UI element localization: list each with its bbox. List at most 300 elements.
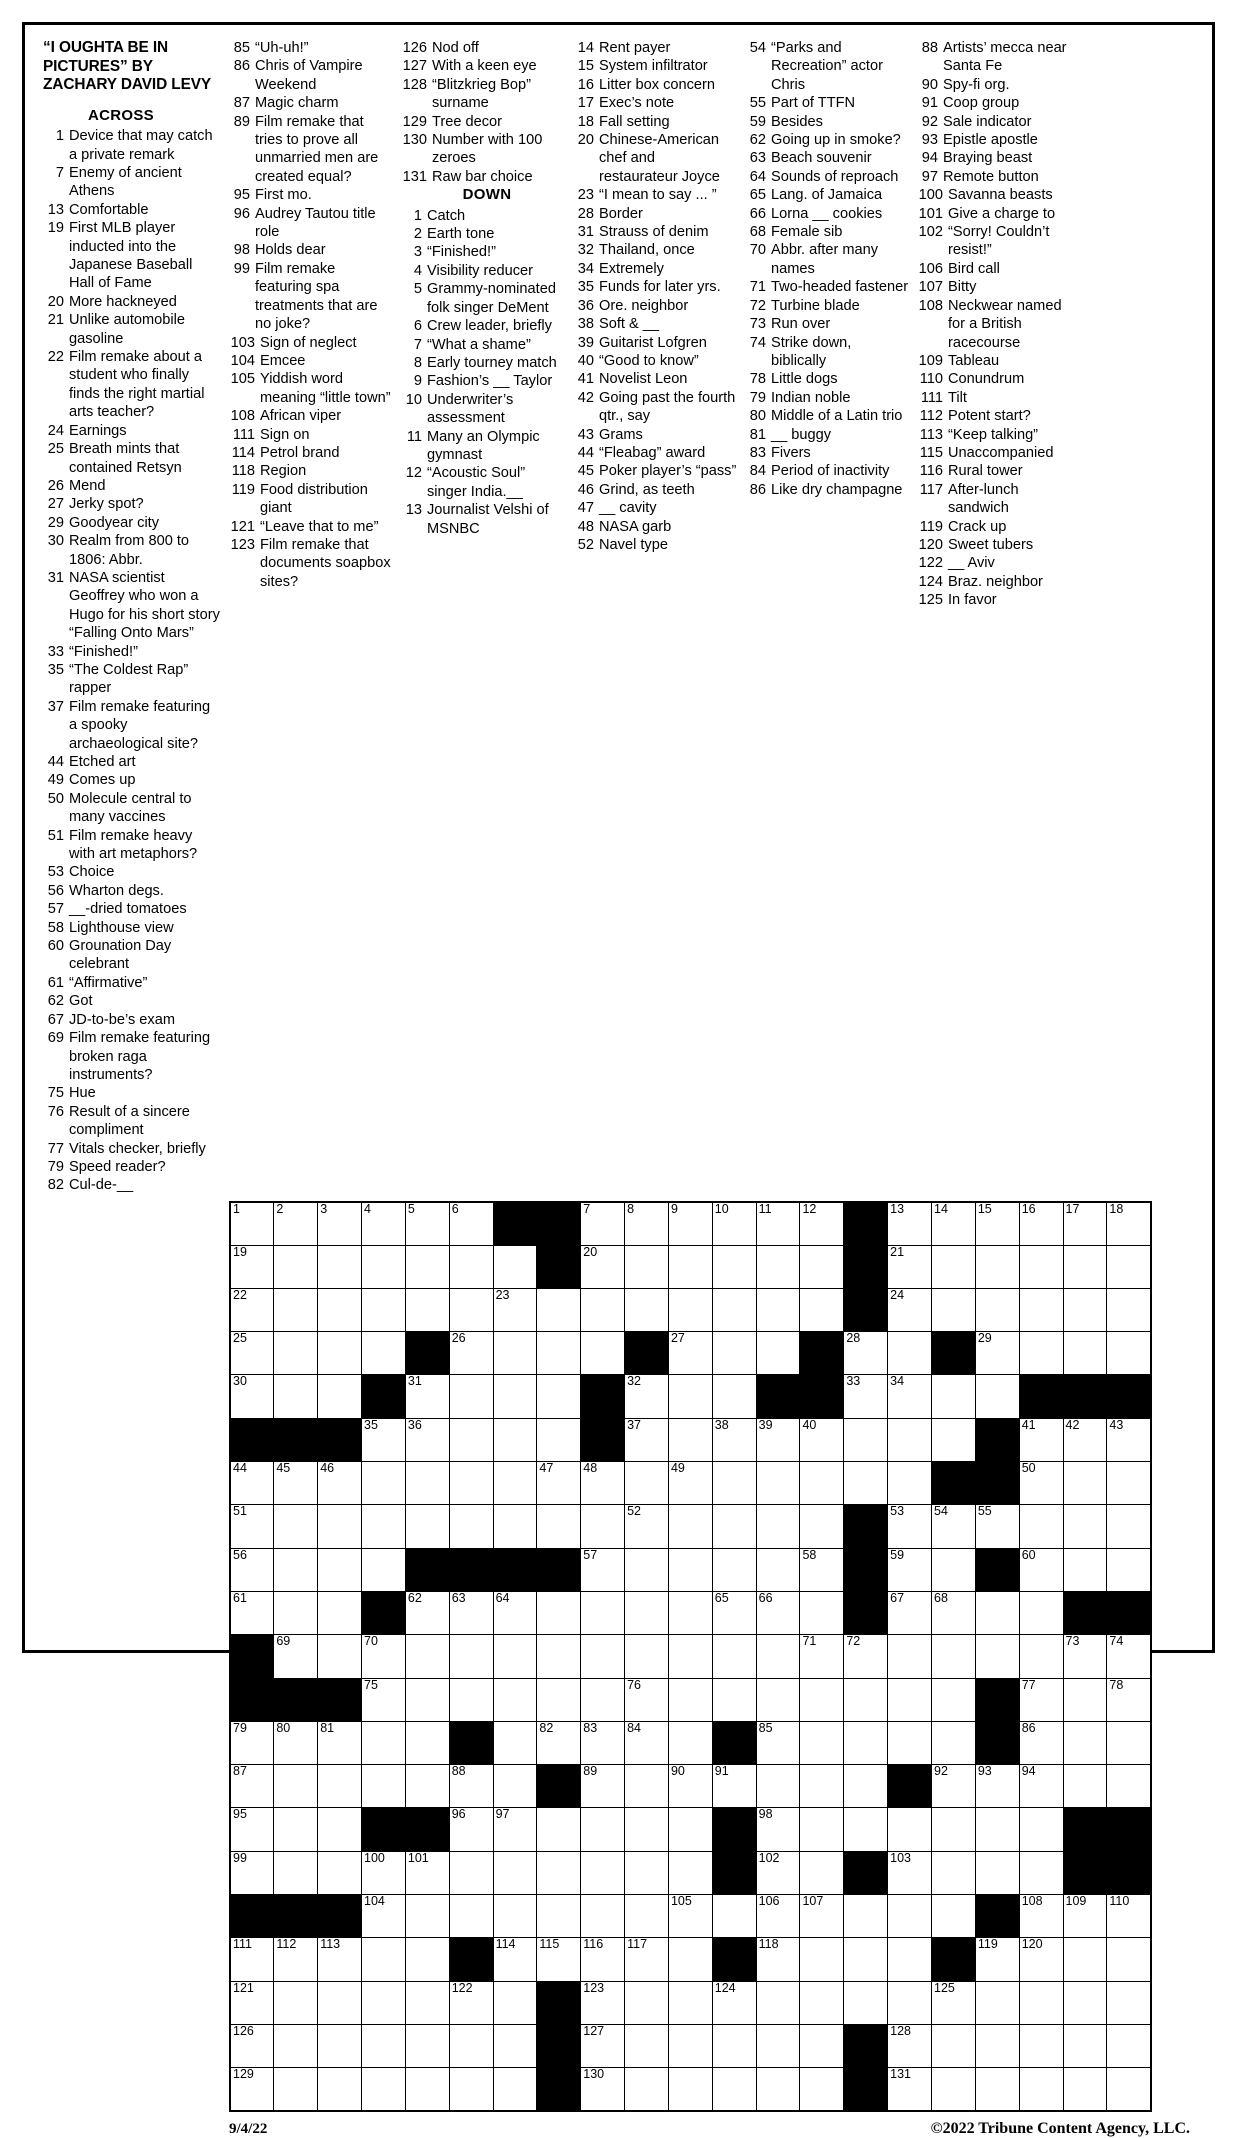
grid-cell[interactable] (668, 1635, 712, 1678)
grid-cell[interactable] (1107, 1635, 1151, 1678)
grid-cell[interactable] (1019, 1288, 1063, 1331)
grid-cell[interactable] (712, 1462, 756, 1505)
grid-cell[interactable] (318, 2068, 362, 2111)
grid-cell[interactable] (975, 2024, 1019, 2067)
grid-cell[interactable] (800, 1462, 844, 1505)
grid-cell[interactable] (625, 1938, 669, 1981)
grid-cell[interactable] (932, 1721, 976, 1764)
grid-cell[interactable] (537, 1591, 581, 1634)
grid-cell[interactable] (1107, 1505, 1151, 1548)
grid-cell[interactable] (318, 1808, 362, 1851)
grid-cell[interactable] (581, 2068, 625, 2111)
grid-cell[interactable] (888, 1678, 932, 1721)
grid-cell[interactable] (975, 1591, 1019, 1634)
grid-cell[interactable] (581, 1895, 625, 1938)
grid-cell[interactable] (362, 1202, 406, 1245)
grid-cell[interactable] (756, 2024, 800, 2067)
grid-cell[interactable] (756, 1895, 800, 1938)
grid-cell[interactable] (625, 1765, 669, 1808)
grid-cell[interactable] (274, 1635, 318, 1678)
grid-cell[interactable] (1019, 1765, 1063, 1808)
grid-cell[interactable] (932, 1245, 976, 1288)
grid-cell[interactable] (405, 1938, 449, 1981)
grid-cell[interactable] (1063, 1245, 1107, 1288)
grid-cell[interactable] (888, 1505, 932, 1548)
grid-cell[interactable] (405, 1765, 449, 1808)
grid-cell[interactable] (1107, 1462, 1151, 1505)
grid-cell[interactable] (800, 1418, 844, 1461)
grid-cell[interactable] (712, 1332, 756, 1375)
grid-cell[interactable] (975, 1808, 1019, 1851)
grid-cell[interactable] (888, 1245, 932, 1288)
grid-cell[interactable] (712, 1765, 756, 1808)
grid-cell[interactable] (800, 1851, 844, 1894)
grid-cell[interactable] (581, 1938, 625, 1981)
grid-cell[interactable] (1019, 1548, 1063, 1591)
grid-cell[interactable] (1063, 1202, 1107, 1245)
grid-cell[interactable] (1063, 1938, 1107, 1981)
grid-cell[interactable] (362, 2068, 406, 2111)
grid-cell[interactable] (362, 1938, 406, 1981)
grid-cell[interactable] (668, 1548, 712, 1591)
grid-cell[interactable] (274, 1245, 318, 1288)
grid-cell[interactable] (932, 1418, 976, 1461)
grid-cell[interactable] (318, 1202, 362, 1245)
grid-cell[interactable] (1063, 1721, 1107, 1764)
grid-cell[interactable] (888, 1721, 932, 1764)
grid-cell[interactable] (230, 1938, 274, 1981)
grid-cell[interactable] (405, 1591, 449, 1634)
grid-cell[interactable] (1019, 1721, 1063, 1764)
grid-cell[interactable] (800, 1288, 844, 1331)
grid-cell[interactable] (1019, 2068, 1063, 2111)
grid-cell[interactable] (844, 1981, 888, 2024)
grid-cell[interactable] (888, 1202, 932, 1245)
grid-cell[interactable] (493, 1418, 537, 1461)
grid-cell[interactable] (318, 1375, 362, 1418)
grid-cell[interactable] (712, 1375, 756, 1418)
grid-cell[interactable] (975, 1938, 1019, 1981)
grid-cell[interactable] (888, 1591, 932, 1634)
grid-cell[interactable] (493, 1721, 537, 1764)
grid-cell[interactable] (756, 1332, 800, 1375)
grid-cell[interactable] (449, 1895, 493, 1938)
grid-cell[interactable] (932, 1808, 976, 1851)
grid-cell[interactable] (888, 1288, 932, 1331)
grid-cell[interactable] (274, 1981, 318, 2024)
grid-cell[interactable] (1063, 1332, 1107, 1375)
grid-cell[interactable] (975, 1375, 1019, 1418)
grid-cell[interactable] (844, 1678, 888, 1721)
grid-cell[interactable] (756, 1245, 800, 1288)
grid-cell[interactable] (844, 1635, 888, 1678)
grid-cell[interactable] (668, 1202, 712, 1245)
grid-cell[interactable] (493, 1678, 537, 1721)
grid-cell[interactable] (1019, 1418, 1063, 1461)
grid-cell[interactable] (756, 1462, 800, 1505)
grid-cell[interactable] (405, 1505, 449, 1548)
grid-cell[interactable] (230, 1202, 274, 1245)
grid-cell[interactable] (318, 1288, 362, 1331)
grid-cell[interactable] (888, 1418, 932, 1461)
grid-cell[interactable] (1019, 1808, 1063, 1851)
grid-cell[interactable] (362, 1245, 406, 1288)
grid-cell[interactable] (712, 1678, 756, 1721)
grid-cell[interactable] (230, 1375, 274, 1418)
grid-cell[interactable] (844, 1808, 888, 1851)
grid-cell[interactable] (449, 1981, 493, 2024)
grid-cell[interactable] (405, 1721, 449, 1764)
grid-cell[interactable] (318, 1591, 362, 1634)
grid-cell[interactable] (668, 1938, 712, 1981)
grid-cell[interactable] (318, 1505, 362, 1548)
grid-cell[interactable] (1019, 1591, 1063, 1634)
grid-cell[interactable] (625, 1288, 669, 1331)
grid-cell[interactable] (537, 1635, 581, 1678)
grid-cell[interactable] (756, 1548, 800, 1591)
grid-cell[interactable] (230, 1288, 274, 1331)
grid-cell[interactable] (318, 1332, 362, 1375)
grid-cell[interactable] (975, 2068, 1019, 2111)
grid-cell[interactable] (449, 1462, 493, 1505)
grid-cell[interactable] (449, 1245, 493, 1288)
grid-cell[interactable] (625, 1548, 669, 1591)
grid-cell[interactable] (274, 1202, 318, 1245)
grid-cell[interactable] (230, 1548, 274, 1591)
grid-cell[interactable] (405, 1418, 449, 1461)
grid-cell[interactable] (756, 1505, 800, 1548)
grid-cell[interactable] (537, 1288, 581, 1331)
grid-cell[interactable] (1107, 1245, 1151, 1288)
grid-cell[interactable] (493, 1505, 537, 1548)
grid-cell[interactable] (668, 1332, 712, 1375)
grid-cell[interactable] (537, 1721, 581, 1764)
grid-cell[interactable] (581, 1981, 625, 2024)
grid-cell[interactable] (1019, 1635, 1063, 1678)
grid-cell[interactable] (405, 1895, 449, 1938)
grid-cell[interactable] (318, 2024, 362, 2067)
grid-cell[interactable] (537, 1678, 581, 1721)
grid-cell[interactable] (975, 1505, 1019, 1548)
grid-cell[interactable] (362, 1895, 406, 1938)
grid-cell[interactable] (712, 1548, 756, 1591)
grid-cell[interactable] (888, 1808, 932, 1851)
grid-cell[interactable] (1107, 1765, 1151, 1808)
grid-cell[interactable] (1107, 1418, 1151, 1461)
grid-cell[interactable] (1063, 1765, 1107, 1808)
grid-cell[interactable] (800, 1591, 844, 1634)
grid-cell[interactable] (449, 1765, 493, 1808)
grid-cell[interactable] (1107, 1678, 1151, 1721)
grid-cell[interactable] (537, 1505, 581, 1548)
grid-cell[interactable] (668, 1851, 712, 1894)
grid-cell[interactable] (712, 1895, 756, 1938)
grid-cell[interactable] (405, 2068, 449, 2111)
grid-cell[interactable] (844, 1418, 888, 1461)
grid-cell[interactable] (625, 2024, 669, 2067)
grid-cell[interactable] (756, 1938, 800, 1981)
grid-cell[interactable] (581, 1678, 625, 1721)
grid-cell[interactable] (844, 1765, 888, 1808)
grid-cell[interactable] (932, 1895, 976, 1938)
grid-cell[interactable] (1019, 1202, 1063, 1245)
grid-cell[interactable] (318, 1462, 362, 1505)
grid-cell[interactable] (493, 1245, 537, 1288)
grid-cell[interactable] (274, 2068, 318, 2111)
grid-cell[interactable] (581, 2024, 625, 2067)
grid-cell[interactable] (975, 1245, 1019, 1288)
grid-cell[interactable] (712, 1591, 756, 1634)
grid-cell[interactable] (625, 1678, 669, 1721)
grid-cell[interactable] (756, 1418, 800, 1461)
grid-cell[interactable] (800, 1721, 844, 1764)
grid-cell[interactable] (800, 1678, 844, 1721)
grid-cell[interactable] (932, 1288, 976, 1331)
grid-cell[interactable] (975, 1202, 1019, 1245)
grid-cell[interactable] (625, 1418, 669, 1461)
grid-cell[interactable] (1019, 1505, 1063, 1548)
grid-cell[interactable] (1019, 2024, 1063, 2067)
grid-cell[interactable] (493, 1981, 537, 2024)
grid-cell[interactable] (449, 1332, 493, 1375)
grid-cell[interactable] (932, 1505, 976, 1548)
grid-cell[interactable] (1107, 2024, 1151, 2067)
grid-cell[interactable] (1107, 1548, 1151, 1591)
grid-cell[interactable] (625, 1895, 669, 1938)
grid-cell[interactable] (362, 1462, 406, 1505)
grid-cell[interactable] (932, 2068, 976, 2111)
grid-cell[interactable] (537, 1375, 581, 1418)
grid-cell[interactable] (1019, 1895, 1063, 1938)
grid-cell[interactable] (493, 1591, 537, 1634)
grid-cell[interactable] (1063, 1288, 1107, 1331)
grid-cell[interactable] (888, 2024, 932, 2067)
grid-cell[interactable] (318, 1981, 362, 2024)
grid-cell[interactable] (668, 1895, 712, 1938)
grid-cell[interactable] (230, 1851, 274, 1894)
grid-cell[interactable] (668, 1721, 712, 1764)
grid-cell[interactable] (493, 1851, 537, 1894)
grid-cell[interactable] (800, 1765, 844, 1808)
grid-cell[interactable] (712, 1418, 756, 1461)
grid-cell[interactable] (274, 1375, 318, 1418)
grid-cell[interactable] (712, 1202, 756, 1245)
grid-cell[interactable] (932, 1765, 976, 1808)
grid-cell[interactable] (668, 1981, 712, 2024)
grid-cell[interactable] (230, 1765, 274, 1808)
grid-cell[interactable] (1063, 1505, 1107, 1548)
grid-cell[interactable] (274, 1808, 318, 1851)
grid-cell[interactable] (975, 1288, 1019, 1331)
grid-cell[interactable] (800, 1938, 844, 1981)
grid-cell[interactable] (932, 1375, 976, 1418)
grid-cell[interactable] (405, 1462, 449, 1505)
grid-cell[interactable] (405, 1635, 449, 1678)
grid-cell[interactable] (230, 1981, 274, 2024)
grid-cell[interactable] (449, 1375, 493, 1418)
grid-cell[interactable] (274, 1462, 318, 1505)
grid-cell[interactable] (932, 1678, 976, 1721)
grid-cell[interactable] (362, 1765, 406, 1808)
grid-cell[interactable] (668, 1245, 712, 1288)
grid-cell[interactable] (756, 1288, 800, 1331)
grid-cell[interactable] (581, 1245, 625, 1288)
grid-cell[interactable] (1019, 1332, 1063, 1375)
grid-cell[interactable] (1019, 1678, 1063, 1721)
grid-cell[interactable] (318, 1938, 362, 1981)
grid-cell[interactable] (668, 1591, 712, 1634)
grid-cell[interactable] (1063, 1462, 1107, 1505)
grid-cell[interactable] (800, 1895, 844, 1938)
grid-cell[interactable] (493, 2024, 537, 2067)
grid-cell[interactable] (581, 1808, 625, 1851)
grid-cell[interactable] (362, 1678, 406, 1721)
grid-cell[interactable] (668, 1678, 712, 1721)
grid-cell[interactable] (844, 1938, 888, 1981)
grid-cell[interactable] (800, 1635, 844, 1678)
grid-cell[interactable] (274, 1851, 318, 1894)
grid-cell[interactable] (493, 1765, 537, 1808)
grid-cell[interactable] (581, 1548, 625, 1591)
grid-cell[interactable] (362, 1851, 406, 1894)
grid-cell[interactable] (405, 1245, 449, 1288)
grid-cell[interactable] (668, 1765, 712, 1808)
grid-cell[interactable] (668, 1462, 712, 1505)
grid-cell[interactable] (1063, 1678, 1107, 1721)
grid-cell[interactable] (449, 1851, 493, 1894)
grid-cell[interactable] (712, 1505, 756, 1548)
grid-cell[interactable] (668, 1375, 712, 1418)
grid-cell[interactable] (1107, 1721, 1151, 1764)
grid-cell[interactable] (975, 1981, 1019, 2024)
grid-cell[interactable] (493, 1635, 537, 1678)
grid-cell[interactable] (668, 1808, 712, 1851)
grid-cell[interactable] (975, 1765, 1019, 1808)
grid-cell[interactable] (581, 1202, 625, 1245)
grid-cell[interactable] (888, 1548, 932, 1591)
grid-cell[interactable] (537, 1332, 581, 1375)
grid-cell[interactable] (1063, 1635, 1107, 1678)
grid-cell[interactable] (844, 1462, 888, 1505)
grid-cell[interactable] (362, 1418, 406, 1461)
grid-cell[interactable] (625, 2068, 669, 2111)
grid-cell[interactable] (318, 1245, 362, 1288)
crossword-grid[interactable] (229, 1201, 1152, 2112)
grid-cell[interactable] (581, 1635, 625, 1678)
grid-cell[interactable] (800, 1202, 844, 1245)
grid-cell[interactable] (1063, 1895, 1107, 1938)
grid-cell[interactable] (230, 1721, 274, 1764)
grid-cell[interactable] (800, 1808, 844, 1851)
grid-cell[interactable] (932, 1981, 976, 2024)
grid-cell[interactable] (625, 1721, 669, 1764)
grid-cell[interactable] (1107, 1981, 1151, 2024)
grid-cell[interactable] (668, 2024, 712, 2067)
grid-cell[interactable] (274, 1721, 318, 1764)
grid-cell[interactable] (975, 1332, 1019, 1375)
grid-cell[interactable] (274, 1332, 318, 1375)
grid-cell[interactable] (756, 1635, 800, 1678)
grid-cell[interactable] (449, 2068, 493, 2111)
grid-cell[interactable] (756, 1202, 800, 1245)
grid-cell[interactable] (888, 2068, 932, 2111)
grid-cell[interactable] (537, 1851, 581, 1894)
grid-cell[interactable] (625, 1808, 669, 1851)
grid-cell[interactable] (756, 1851, 800, 1894)
grid-cell[interactable] (1107, 2068, 1151, 2111)
grid-cell[interactable] (493, 1375, 537, 1418)
grid-cell[interactable] (581, 1505, 625, 1548)
grid-cell[interactable] (230, 1245, 274, 1288)
grid-cell[interactable] (318, 1635, 362, 1678)
grid-cell[interactable] (888, 1635, 932, 1678)
grid-cell[interactable] (1107, 1332, 1151, 1375)
grid-cell[interactable] (756, 1721, 800, 1764)
grid-cell[interactable] (1019, 1851, 1063, 1894)
grid-cell[interactable] (449, 1678, 493, 1721)
grid-cell[interactable] (668, 2068, 712, 2111)
grid-cell[interactable] (1107, 1938, 1151, 1981)
grid-cell[interactable] (625, 1635, 669, 1678)
grid-cell[interactable] (1107, 1288, 1151, 1331)
grid-cell[interactable] (581, 1288, 625, 1331)
grid-cell[interactable] (362, 1635, 406, 1678)
grid-cell[interactable] (230, 2024, 274, 2067)
grid-cell[interactable] (318, 1765, 362, 1808)
grid-cell[interactable] (274, 1505, 318, 1548)
grid-cell[interactable] (405, 2024, 449, 2067)
grid-cell[interactable] (932, 1851, 976, 1894)
grid-cell[interactable] (932, 1548, 976, 1591)
grid-cell[interactable] (537, 1418, 581, 1461)
grid-cell[interactable] (888, 1938, 932, 1981)
grid-cell[interactable] (230, 2068, 274, 2111)
grid-cell[interactable] (888, 1332, 932, 1375)
grid-cell[interactable] (318, 1851, 362, 1894)
grid-cell[interactable] (756, 1678, 800, 1721)
grid-cell[interactable] (405, 1375, 449, 1418)
grid-cell[interactable] (1063, 2068, 1107, 2111)
grid-cell[interactable] (888, 1375, 932, 1418)
grid-cell[interactable] (274, 1548, 318, 1591)
grid-cell[interactable] (712, 1288, 756, 1331)
grid-cell[interactable] (449, 1202, 493, 1245)
grid-cell[interactable] (888, 1981, 932, 2024)
grid-cell[interactable] (668, 1288, 712, 1331)
grid-cell[interactable] (975, 1851, 1019, 1894)
grid-cell[interactable] (449, 1635, 493, 1678)
grid-cell[interactable] (668, 1418, 712, 1461)
grid-cell[interactable] (975, 1635, 1019, 1678)
grid-cell[interactable] (362, 1981, 406, 2024)
grid-cell[interactable] (362, 1548, 406, 1591)
grid-cell[interactable] (449, 1505, 493, 1548)
grid-cell[interactable] (230, 1591, 274, 1634)
grid-cell[interactable] (405, 1202, 449, 1245)
grid-cell[interactable] (625, 1851, 669, 1894)
grid-cell[interactable] (230, 1462, 274, 1505)
grid-cell[interactable] (581, 1851, 625, 1894)
grid-cell[interactable] (405, 1851, 449, 1894)
grid-cell[interactable] (493, 1288, 537, 1331)
grid-cell[interactable] (1107, 1895, 1151, 1938)
grid-cell[interactable] (581, 1765, 625, 1808)
grid-cell[interactable] (932, 1635, 976, 1678)
grid-cell[interactable] (756, 1981, 800, 2024)
grid-cell[interactable] (932, 1202, 976, 1245)
grid-cell[interactable] (493, 1462, 537, 1505)
grid-cell[interactable] (230, 1808, 274, 1851)
